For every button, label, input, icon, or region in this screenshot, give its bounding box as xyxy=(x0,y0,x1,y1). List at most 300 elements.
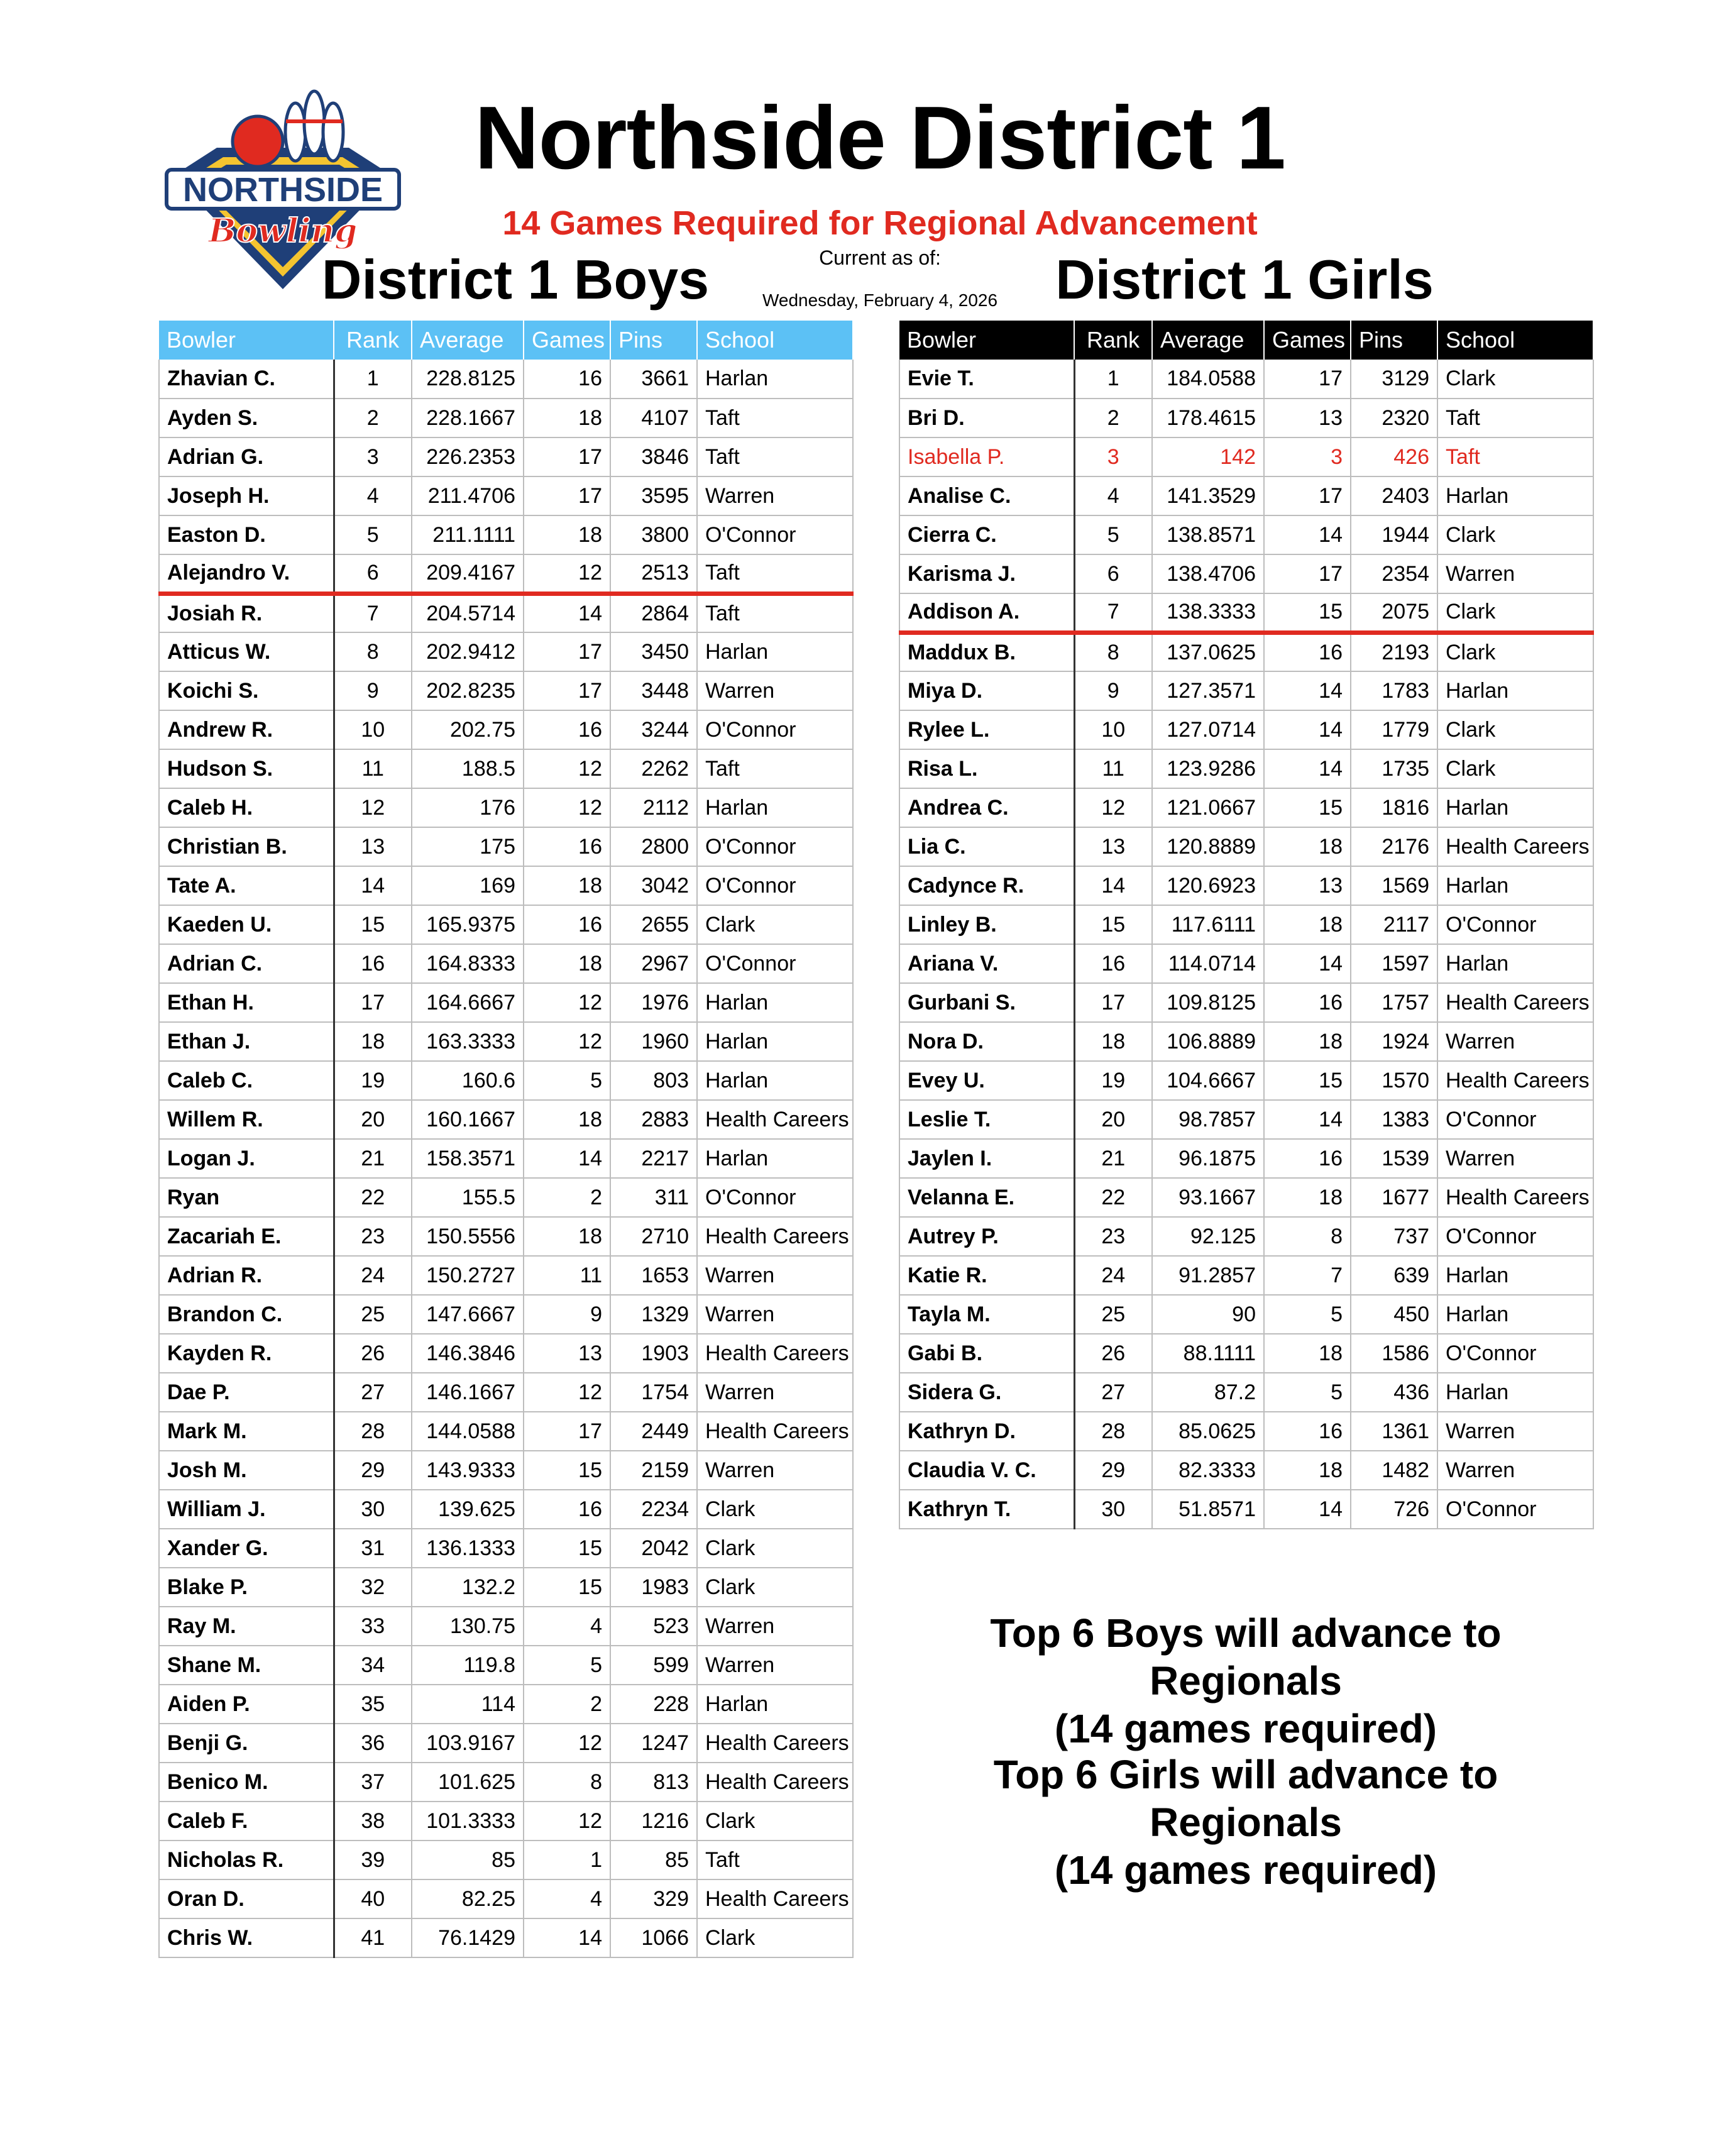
cell-rank: 7 xyxy=(334,593,412,632)
table-row xyxy=(899,1061,1593,1100)
cell-average: 101.3333 xyxy=(412,1802,524,1841)
cell-average: 82.25 xyxy=(412,1879,524,1918)
cell-rank: 8 xyxy=(334,632,412,671)
cell-games: 16 xyxy=(524,710,610,749)
cell-average: 142 xyxy=(1152,437,1264,476)
cell-average: 106.8889 xyxy=(1152,1022,1264,1061)
cell-school: Harlan xyxy=(1437,1256,1593,1295)
cell-bowler: Alejandro V. xyxy=(159,554,334,593)
current-as-of-date: Wednesday, February 4, 2026 xyxy=(762,290,998,310)
cell-bowler: Caleb C. xyxy=(159,1061,334,1100)
cell-games: 3 xyxy=(1264,437,1351,476)
cell-average: 96.1875 xyxy=(1152,1139,1264,1178)
cell-rank: 8 xyxy=(1074,632,1152,671)
column-header-bowler: Bowler xyxy=(899,321,1074,360)
table-row xyxy=(899,1139,1593,1178)
cell-games: 17 xyxy=(1264,476,1351,515)
cell-school: O'Connor xyxy=(1437,1334,1593,1373)
cell-pins: 2883 xyxy=(610,1100,697,1139)
cell-bowler: Dae P. xyxy=(159,1373,334,1412)
table-row xyxy=(159,788,853,827)
cell-average: 101.625 xyxy=(412,1763,524,1802)
cell-average: 164.6667 xyxy=(412,983,524,1022)
table-row xyxy=(159,437,853,476)
cell-games: 18 xyxy=(524,1100,610,1139)
cell-games: 17 xyxy=(524,476,610,515)
table-row xyxy=(899,983,1593,1022)
cell-pins: 1329 xyxy=(610,1295,697,1334)
cell-rank: 1 xyxy=(334,360,412,399)
cell-games: 18 xyxy=(524,944,610,983)
cell-rank: 36 xyxy=(334,1724,412,1763)
cell-bowler: Karisma J. xyxy=(899,554,1074,593)
cell-rank: 15 xyxy=(334,905,412,944)
cell-rank: 7 xyxy=(1074,593,1152,632)
cell-average: 155.5 xyxy=(412,1178,524,1217)
column-header-games: Games xyxy=(524,321,610,360)
cell-average: 127.0714 xyxy=(1152,710,1264,749)
cell-average: 104.6667 xyxy=(1152,1061,1264,1100)
table-row xyxy=(159,1918,853,1957)
cell-school: O'Connor xyxy=(1437,1217,1593,1256)
cell-average: 150.2727 xyxy=(412,1256,524,1295)
cell-bowler: Miya D. xyxy=(899,671,1074,710)
cell-games: 13 xyxy=(1264,866,1351,905)
cell-average: 209.4167 xyxy=(412,554,524,593)
cell-pins: 1903 xyxy=(610,1334,697,1373)
cell-average: 93.1667 xyxy=(1152,1178,1264,1217)
cell-games: 14 xyxy=(1264,749,1351,788)
cell-pins: 599 xyxy=(610,1646,697,1685)
cell-average: 92.125 xyxy=(1152,1217,1264,1256)
cell-bowler: Lia C. xyxy=(899,827,1074,866)
cell-school: Taft xyxy=(697,1841,853,1879)
table-row xyxy=(899,1022,1593,1061)
cell-pins: 2403 xyxy=(1351,476,1437,515)
boys-note-line2: (14 games required) xyxy=(1054,1706,1437,1751)
cell-bowler: Katie R. xyxy=(899,1256,1074,1295)
cell-average: 98.7857 xyxy=(1152,1100,1264,1139)
cell-bowler: Kayden R. xyxy=(159,1334,334,1373)
cell-rank: 2 xyxy=(334,399,412,437)
cell-average: 165.9375 xyxy=(412,905,524,944)
cell-average: 123.9286 xyxy=(1152,749,1264,788)
cell-pins: 803 xyxy=(610,1061,697,1100)
cell-rank: 12 xyxy=(334,788,412,827)
cell-bowler: Adrian G. xyxy=(159,437,334,476)
cell-average: 169 xyxy=(412,866,524,905)
cell-rank: 15 xyxy=(1074,905,1152,944)
cell-bowler: Adrian C. xyxy=(159,944,334,983)
column-header-average: Average xyxy=(412,321,524,360)
table-row xyxy=(159,1607,853,1646)
table-row xyxy=(159,515,853,554)
cell-pins: 3129 xyxy=(1351,360,1437,399)
cell-games: 14 xyxy=(1264,515,1351,554)
cell-school: Health Careers xyxy=(1437,1061,1593,1100)
cell-average: 76.1429 xyxy=(412,1918,524,1957)
table-row xyxy=(899,1412,1593,1451)
cell-school: Harlan xyxy=(697,1061,853,1100)
cell-games: 4 xyxy=(524,1607,610,1646)
cell-games: 14 xyxy=(1264,671,1351,710)
cell-games: 5 xyxy=(1264,1373,1351,1412)
table-row xyxy=(899,866,1593,905)
cell-pins: 3450 xyxy=(610,632,697,671)
cell-bowler: Andrea C. xyxy=(899,788,1074,827)
cell-games: 15 xyxy=(524,1529,610,1568)
cell-rank: 4 xyxy=(1074,476,1152,515)
table-row xyxy=(159,749,853,788)
cell-average: 87.2 xyxy=(1152,1373,1264,1412)
cell-rank: 35 xyxy=(334,1685,412,1724)
cell-school: Warren xyxy=(697,1295,853,1334)
cell-school: Health Careers xyxy=(697,1724,853,1763)
cell-bowler: Josh M. xyxy=(159,1451,334,1490)
cell-games: 14 xyxy=(524,1139,610,1178)
table-row xyxy=(159,360,853,399)
cell-rank: 1 xyxy=(1074,360,1152,399)
table-row xyxy=(899,1295,1593,1334)
cell-bowler: Zhavian C. xyxy=(159,360,334,399)
cell-average: 132.2 xyxy=(412,1568,524,1607)
cell-bowler: Josiah R. xyxy=(159,593,334,632)
cell-rank: 33 xyxy=(334,1607,412,1646)
cell-rank: 30 xyxy=(1074,1490,1152,1529)
cell-school: O'Connor xyxy=(1437,1100,1593,1139)
cell-games: 16 xyxy=(1264,1139,1351,1178)
cell-pins: 1361 xyxy=(1351,1412,1437,1451)
cell-pins: 1586 xyxy=(1351,1334,1437,1373)
cell-games: 8 xyxy=(1264,1217,1351,1256)
cell-games: 17 xyxy=(524,1412,610,1451)
cell-average: 163.3333 xyxy=(412,1022,524,1061)
cell-bowler: Koichi S. xyxy=(159,671,334,710)
cell-pins: 3448 xyxy=(610,671,697,710)
column-header-school: School xyxy=(697,321,853,360)
cell-rank: 18 xyxy=(1074,1022,1152,1061)
cell-school: Clark xyxy=(1437,360,1593,399)
table-row xyxy=(899,437,1593,476)
cell-games: 5 xyxy=(524,1061,610,1100)
table-row xyxy=(159,866,853,905)
cell-pins: 1597 xyxy=(1351,944,1437,983)
cell-school: Warren xyxy=(1437,1022,1593,1061)
table-row xyxy=(159,1529,853,1568)
cell-bowler: Addison A. xyxy=(899,593,1074,632)
cell-games: 18 xyxy=(1264,1178,1351,1217)
cell-bowler: Leslie T. xyxy=(899,1100,1074,1139)
cell-school: Harlan xyxy=(697,983,853,1022)
cell-rank: 20 xyxy=(334,1100,412,1139)
cell-bowler: Cierra C. xyxy=(899,515,1074,554)
cell-games: 8 xyxy=(524,1763,610,1802)
cell-rank: 21 xyxy=(1074,1139,1152,1178)
cell-school: Clark xyxy=(1437,632,1593,671)
cell-average: 226.2353 xyxy=(412,437,524,476)
cell-school: O'Connor xyxy=(697,827,853,866)
cell-rank: 5 xyxy=(334,515,412,554)
cell-games: 17 xyxy=(1264,360,1351,399)
logo-text-bowling: Bowling xyxy=(208,212,358,250)
cell-games: 16 xyxy=(1264,983,1351,1022)
table-row xyxy=(899,476,1593,515)
cell-bowler: Blake P. xyxy=(159,1568,334,1607)
cell-school: Harlan xyxy=(1437,1295,1593,1334)
cell-bowler: Evie T. xyxy=(899,360,1074,399)
cell-average: 117.6111 xyxy=(1152,905,1264,944)
cell-games: 14 xyxy=(1264,710,1351,749)
cell-games: 17 xyxy=(524,632,610,671)
cell-rank: 5 xyxy=(1074,515,1152,554)
cell-pins: 1482 xyxy=(1351,1451,1437,1490)
cell-rank: 26 xyxy=(1074,1334,1152,1373)
cell-average: 178.4615 xyxy=(1152,399,1264,437)
cell-pins: 2262 xyxy=(610,749,697,788)
cell-rank: 4 xyxy=(334,476,412,515)
cell-rank: 27 xyxy=(1074,1373,1152,1412)
cell-games: 5 xyxy=(1264,1295,1351,1334)
cell-games: 18 xyxy=(524,1217,610,1256)
table-row xyxy=(159,476,853,515)
cell-rank: 6 xyxy=(1074,554,1152,593)
cell-pins: 813 xyxy=(610,1763,697,1802)
cell-average: 144.0588 xyxy=(412,1412,524,1451)
cell-bowler: William J. xyxy=(159,1490,334,1529)
cell-average: 85 xyxy=(412,1841,524,1879)
cell-bowler: Tate A. xyxy=(159,866,334,905)
cell-bowler: Cadynce R. xyxy=(899,866,1074,905)
cell-bowler: Xander G. xyxy=(159,1529,334,1568)
boys-section-heading: District 1 Boys xyxy=(321,248,710,311)
cell-bowler: Claudia V. C. xyxy=(899,1451,1074,1490)
cell-games: 16 xyxy=(1264,632,1351,671)
cell-games: 17 xyxy=(524,671,610,710)
cell-bowler: Ariana V. xyxy=(899,944,1074,983)
cell-school: O'Connor xyxy=(697,710,853,749)
cell-bowler: Atticus W. xyxy=(159,632,334,671)
cell-bowler: Zacariah E. xyxy=(159,1217,334,1256)
cell-school: Warren xyxy=(697,1373,853,1412)
table-row xyxy=(159,1061,853,1100)
cell-school: Warren xyxy=(697,1256,853,1295)
cell-school: Health Careers xyxy=(697,1100,853,1139)
column-header-school: School xyxy=(1437,321,1593,360)
cell-rank: 22 xyxy=(1074,1178,1152,1217)
table-row xyxy=(899,1373,1593,1412)
cell-pins: 2234 xyxy=(610,1490,697,1529)
cell-school: Warren xyxy=(697,476,853,515)
cell-bowler: Easton D. xyxy=(159,515,334,554)
cell-rank: 16 xyxy=(334,944,412,983)
table-row xyxy=(159,905,853,944)
cell-average: 138.3333 xyxy=(1152,593,1264,632)
cell-average: 85.0625 xyxy=(1152,1412,1264,1451)
cell-school: Harlan xyxy=(697,1022,853,1061)
cell-bowler: Kathryn T. xyxy=(899,1490,1074,1529)
cell-bowler: Linley B. xyxy=(899,905,1074,944)
cell-rank: 3 xyxy=(1074,437,1152,476)
cell-rank: 23 xyxy=(1074,1217,1152,1256)
cell-rank: 11 xyxy=(334,749,412,788)
table-row xyxy=(899,554,1593,593)
cell-school: Health Careers xyxy=(1437,983,1593,1022)
cell-bowler: Brandon C. xyxy=(159,1295,334,1334)
cell-rank: 19 xyxy=(1074,1061,1152,1100)
table-row xyxy=(159,1568,853,1607)
cell-school: Clark xyxy=(1437,710,1593,749)
table-row xyxy=(159,1451,853,1490)
cell-school: Clark xyxy=(1437,749,1593,788)
table-header-row xyxy=(159,321,853,360)
cell-bowler: Caleb F. xyxy=(159,1802,334,1841)
cell-pins: 2112 xyxy=(610,788,697,827)
cell-bowler: Christian B. xyxy=(159,827,334,866)
cell-pins: 2710 xyxy=(610,1217,697,1256)
table-row xyxy=(159,671,853,710)
cell-pins: 311 xyxy=(610,1178,697,1217)
table-row xyxy=(159,1217,853,1256)
cell-school: Taft xyxy=(697,399,853,437)
cell-games: 17 xyxy=(1264,554,1351,593)
table-row xyxy=(159,710,853,749)
cell-pins: 329 xyxy=(610,1879,697,1918)
cell-bowler: Ryan xyxy=(159,1178,334,1217)
cell-bowler: Nora D. xyxy=(899,1022,1074,1061)
cell-average: 146.1667 xyxy=(412,1373,524,1412)
table-header-row xyxy=(899,321,1593,360)
cell-rank: 25 xyxy=(1074,1295,1152,1334)
table-row xyxy=(159,1295,853,1334)
column-header-bowler: Bowler xyxy=(159,321,334,360)
cell-games: 1 xyxy=(524,1841,610,1879)
table-row xyxy=(159,1763,853,1802)
cell-average: 109.8125 xyxy=(1152,983,1264,1022)
cell-games: 14 xyxy=(1264,1100,1351,1139)
cell-bowler: Rylee L. xyxy=(899,710,1074,749)
page-title: Northside District 1 xyxy=(475,88,1285,188)
cell-school: Taft xyxy=(1437,437,1593,476)
cell-average: 130.75 xyxy=(412,1607,524,1646)
column-header-rank: Rank xyxy=(334,321,412,360)
cell-pins: 737 xyxy=(1351,1217,1437,1256)
girls-note-line1: Top 6 Girls will advance to Regionals xyxy=(993,1752,1498,1845)
cell-school: Harlan xyxy=(697,1139,853,1178)
cell-bowler: Bri D. xyxy=(899,399,1074,437)
cell-school: Harlan xyxy=(1437,944,1593,983)
cell-rank: 41 xyxy=(334,1918,412,1957)
cell-bowler: Logan J. xyxy=(159,1139,334,1178)
cell-pins: 3661 xyxy=(610,360,697,399)
cell-rank: 18 xyxy=(334,1022,412,1061)
cell-pins: 2217 xyxy=(610,1139,697,1178)
cell-rank: 3 xyxy=(334,437,412,476)
cell-school: Warren xyxy=(697,1646,853,1685)
table-row xyxy=(159,1412,853,1451)
table-row xyxy=(159,1802,853,1841)
cell-school: Harlan xyxy=(1437,788,1593,827)
cell-bowler: Shane M. xyxy=(159,1646,334,1685)
table-row xyxy=(159,554,853,593)
table-row xyxy=(159,1022,853,1061)
cell-average: 120.6923 xyxy=(1152,866,1264,905)
cell-bowler: Kathryn D. xyxy=(899,1412,1074,1451)
cell-games: 18 xyxy=(524,399,610,437)
cell-average: 202.9412 xyxy=(412,632,524,671)
cell-games: 18 xyxy=(1264,1334,1351,1373)
table-row xyxy=(159,632,853,671)
table-row xyxy=(899,788,1593,827)
cell-games: 2 xyxy=(524,1685,610,1724)
table-row xyxy=(159,1178,853,1217)
cell-average: 202.75 xyxy=(412,710,524,749)
cell-rank: 2 xyxy=(1074,399,1152,437)
cell-bowler: Gabi B. xyxy=(899,1334,1074,1373)
cell-games: 16 xyxy=(1264,1412,1351,1451)
cell-pins: 1216 xyxy=(610,1802,697,1841)
cell-bowler: Kaeden U. xyxy=(159,905,334,944)
cell-games: 17 xyxy=(524,437,610,476)
column-header-pins: Pins xyxy=(1351,321,1437,360)
cell-school: Taft xyxy=(697,593,853,632)
logo-text-northside: NORTHSIDE xyxy=(182,171,383,209)
cell-bowler: Sidera G. xyxy=(899,1373,1074,1412)
cell-school: Health Careers xyxy=(697,1763,853,1802)
table-row xyxy=(159,593,853,632)
cell-bowler: Mark M. xyxy=(159,1412,334,1451)
cell-bowler: Tayla M. xyxy=(899,1295,1074,1334)
cell-school: Harlan xyxy=(1437,866,1593,905)
table-row xyxy=(159,1139,853,1178)
cell-average: 202.8235 xyxy=(412,671,524,710)
cell-pins: 1383 xyxy=(1351,1100,1437,1139)
cell-games: 18 xyxy=(524,866,610,905)
cell-average: 88.1111 xyxy=(1152,1334,1264,1373)
cell-bowler: Jaylen I. xyxy=(899,1139,1074,1178)
cell-school: Harlan xyxy=(1437,1373,1593,1412)
cell-rank: 17 xyxy=(334,983,412,1022)
cell-pins: 3846 xyxy=(610,437,697,476)
table-row xyxy=(159,1685,853,1724)
cell-rank: 11 xyxy=(1074,749,1152,788)
cell-pins: 3800 xyxy=(610,515,697,554)
table-row xyxy=(899,360,1593,399)
cell-rank: 13 xyxy=(334,827,412,866)
cell-pins: 1960 xyxy=(610,1022,697,1061)
cell-pins: 1779 xyxy=(1351,710,1437,749)
cell-school: O'Connor xyxy=(697,515,853,554)
cell-games: 15 xyxy=(1264,593,1351,632)
cell-games: 14 xyxy=(1264,1490,1351,1529)
cell-games: 11 xyxy=(524,1256,610,1295)
cell-games: 13 xyxy=(1264,399,1351,437)
cell-games: 15 xyxy=(1264,788,1351,827)
cell-rank: 13 xyxy=(1074,827,1152,866)
cell-average: 176 xyxy=(412,788,524,827)
cell-school: Health Careers xyxy=(697,1334,853,1373)
cell-average: 90 xyxy=(1152,1295,1264,1334)
cell-school: Taft xyxy=(697,554,853,593)
cell-pins: 2193 xyxy=(1351,632,1437,671)
cell-average: 143.9333 xyxy=(412,1451,524,1490)
cell-school: Warren xyxy=(697,1451,853,1490)
cell-pins: 1569 xyxy=(1351,866,1437,905)
cell-games: 5 xyxy=(524,1646,610,1685)
cell-pins: 2967 xyxy=(610,944,697,983)
cell-school: Health Careers xyxy=(697,1412,853,1451)
girls-standings-table xyxy=(899,321,1594,1529)
table-row xyxy=(159,1490,853,1529)
